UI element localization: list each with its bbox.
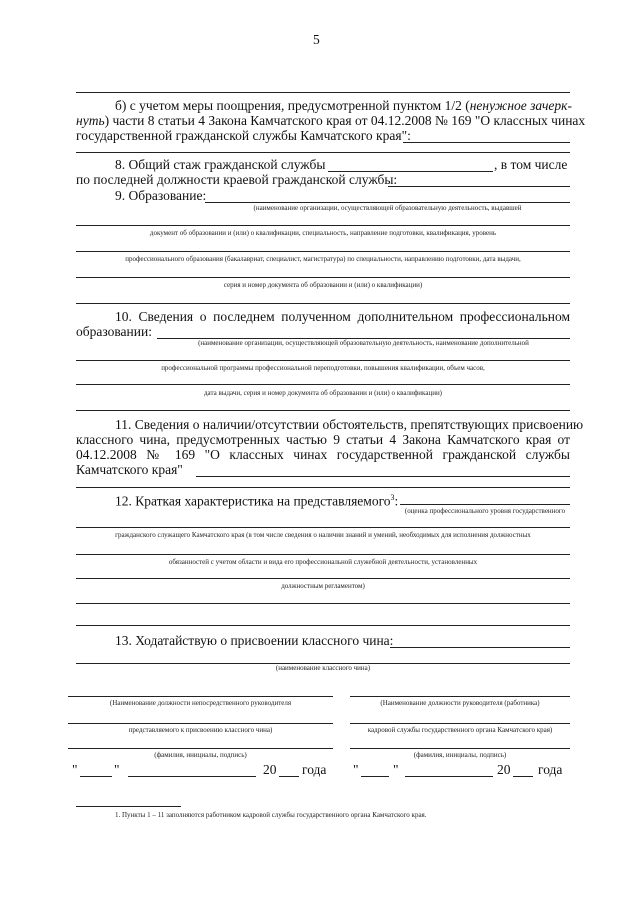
date-right-quote-open: " [353,762,359,777]
date-left-quote-open: " [72,762,78,777]
item12-line4 [76,578,570,579]
item9-caption2: документ об образовании и (или) о квалификации, специальность, направление подготовки, квалификация, уровень [149,229,497,237]
section-b-line3: государственной гражданской службы Камчатского края": [76,128,411,143]
item13-label: 13. Ходатайствую о присвоении классного чина: [115,633,394,648]
date-left-day-line [80,776,112,777]
section-b-answer-line [403,142,570,143]
separator-line [76,92,570,93]
item12-line2 [76,527,570,528]
item10-line-b [76,360,570,361]
sig-right-line3 [350,748,570,749]
item12-line5 [76,603,570,604]
item11-line4: Камчатского края" [76,462,183,477]
sig-right-line2 [350,723,570,724]
item9-caption4: серия и номер документа об образовании и (или) о квалификации) [223,281,423,289]
sig-right-caption1: (Наименование должности руководителя (работника) [380,699,540,707]
item9-label: 9. Образование: [115,188,207,203]
item12-line3 [76,554,570,555]
section-b-line1: б) с учетом меры поощрения, предусмотренной пунктом 1/2 (ненужное зачерк- [115,98,572,113]
item12-caption1: (оценка профессионального уровня государственного [404,507,566,515]
item13-caption1: (наименование классного чина) [275,664,371,672]
item12-caption3: обязанностей с учетом области и вида его профессиональной служебной деятельности, установленных [168,558,478,566]
footnote-separator [76,806,181,807]
item8-line2: по последней должности краевой гражданской службы: [76,172,398,187]
section-b-line2: нуть) части 8 статьи 4 Закона Камчатского края от 04.12.2008 № 169 "О классных чинах [76,113,586,128]
item8-answer-line [388,186,570,187]
sig-left-line1 [68,696,333,697]
item8-line1-label: 8. Общий стаж гражданской службы [115,157,326,172]
sig-left-line3 [68,748,333,749]
item9-line3 [76,251,570,252]
page-number: 5 [313,32,320,47]
item9-caption1: (наименование организации, осуществляющей образовательную деятельность, выдавшей [253,204,522,212]
date-right-year-prefix: 20 [497,762,511,777]
separator-line [76,303,570,304]
date-right-year-suffix: года [538,762,563,777]
separator-line [76,152,570,153]
date-right-month-line [405,776,493,777]
date-right-day-line [361,776,389,777]
footnote-text: 1. Пункты 1 – 11 заполняются работником кадровой службы государственного органа Камчатского края. [115,811,427,819]
item13-line1 [390,647,570,648]
date-left-month-line [128,776,256,777]
footnote-ref: 3 [390,493,395,502]
item10-line-c [76,384,570,385]
item10-caption1: (наименование организации, осуществляющей образовательную деятельность, наименование дополнительной [198,339,529,347]
date-right-quote-close: " [393,762,399,777]
item11-answer-line [196,476,570,477]
sig-right-caption3: (фамилия, инициалы, подпись) [413,751,507,759]
item10-caption2: профессиональной программы профессиональной переподготовки, повышения квалификации, объем часов, [161,364,485,372]
item12-label: 12. Краткая характеристика на представляемого$^3$: [115,493,399,509]
item9-line2 [76,225,570,226]
date-left-year-prefix: 20 [263,762,277,777]
item11-line3: 04.12.2008 № 169 "О классных чинах государственной гражданской службы [76,447,570,462]
item12-caption4: должностным регламентом) [281,582,365,590]
date-left-year-line [279,776,299,777]
item10-caption3: дата выдачи, серия и номер документа об образовании и (или) о квалификации) [203,389,443,397]
sig-left-caption3: (фамилия, инициалы, подпись) [154,751,247,759]
date-left-quote-close: " [114,762,120,777]
item12-line6 [76,625,570,626]
item9-line4 [76,277,570,278]
item9-line1 [205,202,570,203]
item9-caption3: профессионального образования (бакалавриат, специалист, магистратура) по специальности, направлению подготовки, дата выдачи, [125,255,521,263]
item12-line1 [400,504,570,505]
sig-left-caption2: представляемого к присвоению классного чина) [128,726,273,734]
item11-line1: 11. Сведения о наличии/отсутствии обстоятельств, препятствующих присвоению [115,417,584,432]
sig-left-caption1: (Наименование должности непосредственного руководителя [109,699,292,707]
separator-line [76,487,570,488]
sig-right-line1 [350,696,570,697]
item11-line2: классного чина, предусмотренных частью 9 статьи 4 Закона Камчатского края от [76,432,570,447]
item8-line1-tail: , в том числе [494,157,568,172]
sig-left-line2 [68,723,333,724]
item10-line1: 10. Сведения о последнем полученном дополнительном профессиональном [115,309,570,324]
date-left-year-suffix: года [302,762,327,777]
date-right-year-line [513,776,533,777]
item10-line2: образовании: [76,324,152,339]
sig-right-caption2: кадровой службы государственного органа Камчатского края) [367,726,553,734]
item12-caption2: гражданского служащего Камчатского края (в том числе сведения о наличии знаний и умений, необходимых для исполнения должностных [115,531,531,539]
separator-line [76,410,570,411]
